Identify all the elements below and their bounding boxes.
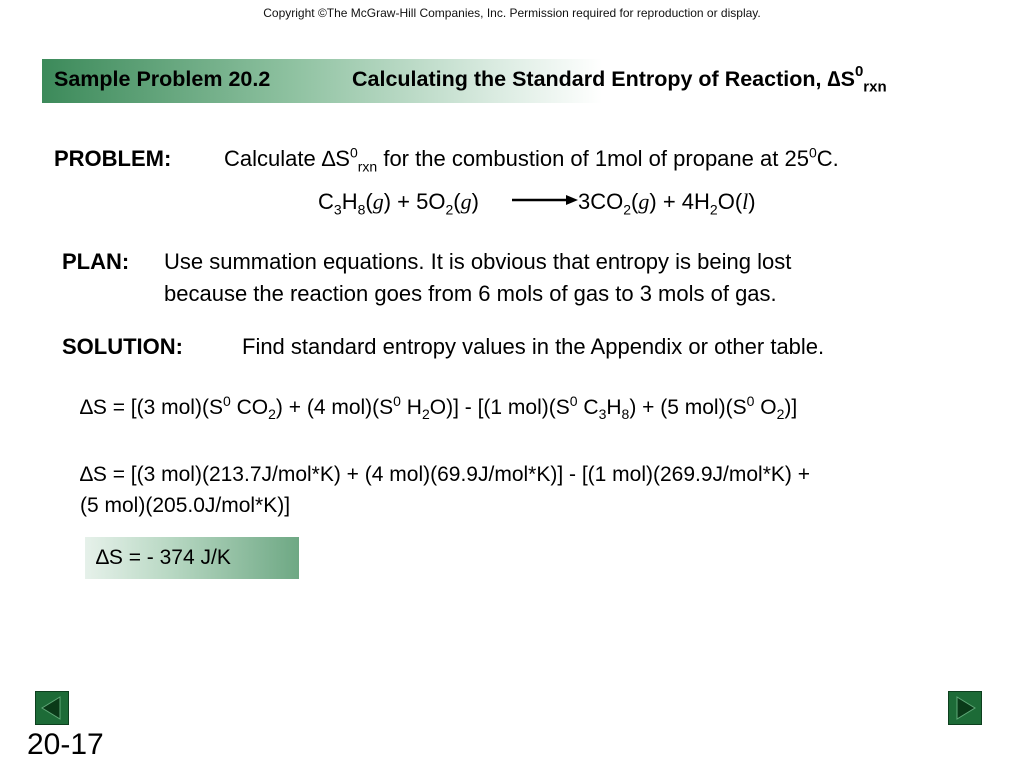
page-number: 20-17	[27, 728, 104, 761]
reaction-reactants: $C_3H_8(g) + 5O_2(g)$	[318, 189, 479, 218]
solution-label: SOLUTION:	[62, 334, 183, 359]
problem-label: PROBLEM:	[54, 146, 172, 171]
entropy-equation-symbolic: ∆S = [(3 $mol)(S^0$ $CO_2) + (4$ $mol)(S^0$ $H_2O)] - [(1$ $mol)(S^0$ $C_3H_8) + (5$ $mol)(S^0$ $O_2$)]	[80, 393, 798, 423]
plan-text-line2: because the reaction goes from 6 mols of gas to 3 mols of gas.	[164, 281, 777, 306]
previous-slide-button[interactable]	[35, 691, 69, 725]
reaction-arrow	[512, 192, 578, 213]
plan-label: PLAN:	[62, 249, 130, 274]
next-slide-button[interactable]	[948, 691, 982, 725]
triangle-right-icon	[949, 692, 981, 724]
entropy-equation-numeric-line1: ∆S = [(3 mol)(213.7J/mol*K) + (4 mol)(69.9J/mol*K)] - [(1 mol)(269.9J/mol*K) +	[80, 463, 810, 486]
copyright-notice: Copyright ©The McGraw-Hill Companies, Inc. Permission required for reproduction or display.	[263, 6, 761, 20]
sample-problem-label: Sample Problem 20.2	[54, 67, 271, 91]
triangle-left-icon	[36, 692, 68, 724]
problem-statement: Calculate $\Delta S^0_{rxn}$ for the combustion of 1mol of propane at $25^0C$.	[224, 144, 839, 175]
slide-title: Calculating the Standard Entropy of Reaction, $\Delta S^0_{rxn}$	[352, 62, 887, 96]
entropy-equation-numeric-line2: (5 mol)(205.0J/mol*K)]	[80, 494, 291, 517]
result-value: ∆S = - 374 J/K	[96, 546, 231, 569]
reaction-products: $3CO_2(g) + 4H_2O(l)$	[578, 189, 756, 218]
solution-text: Find standard entropy values in the Appendix or other table.	[242, 334, 825, 359]
plan-text-line1: Use summation equations. It is obvious that entropy is being lost	[164, 249, 792, 274]
